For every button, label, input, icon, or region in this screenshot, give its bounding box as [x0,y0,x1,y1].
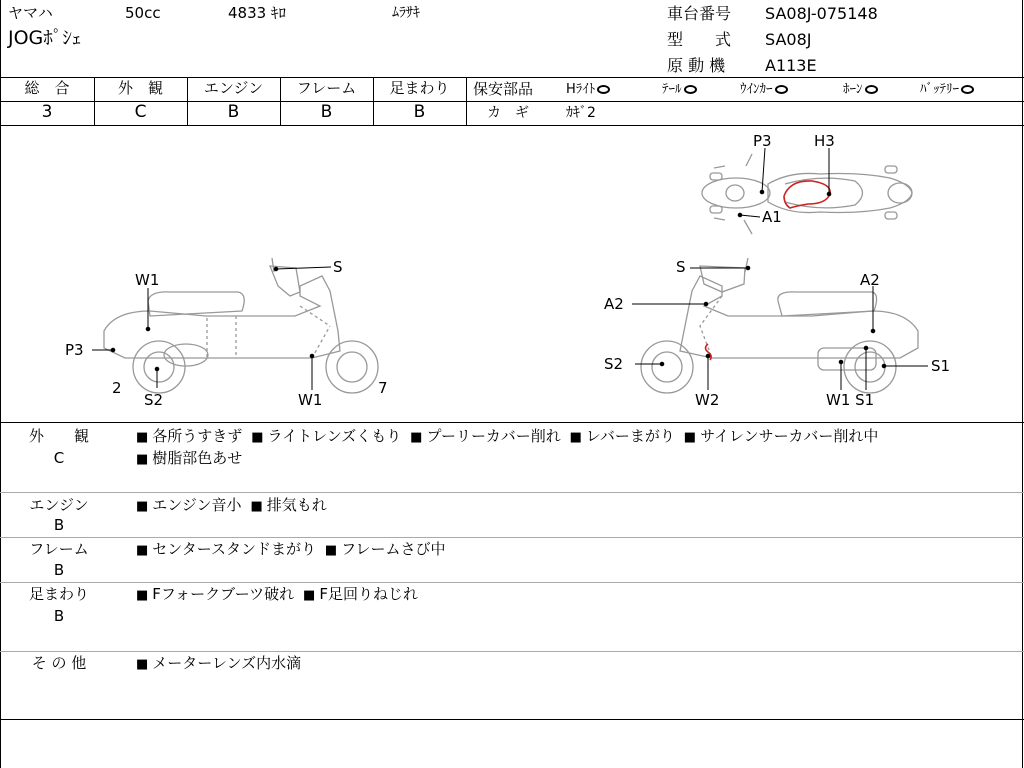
label-w2: W2 [695,391,720,409]
divider [0,719,1024,720]
note-item: 樹脂部色あせ [152,449,243,467]
grade-value-engine: B [227,102,240,122]
note-item: Fフォークブーツ破れ [152,585,295,603]
frame-label: 車台番号 [667,4,732,23]
notes-grade: B [53,561,65,579]
note-item: F足回りねじれ [319,585,418,603]
divider [466,77,467,125]
note-item: センタースタンドまがり [152,540,316,558]
grade-value-overall: 3 [41,102,53,122]
label-p3-top: P3 [753,132,772,150]
notes-grade: C [53,449,65,467]
key-label: カ ギ [487,105,529,121]
divider [466,101,1024,102]
label-h3: H3 [814,132,835,150]
notes-items: ■ センタースタンドまがり ■ フレームさび中 [136,540,446,558]
notes-items: ■ 樹脂部色あせ [136,449,243,467]
ok-mark-icon [865,85,878,94]
note-item: 排気もれ [266,496,327,514]
note-item: エンジン音小 [152,496,242,514]
note-item: レバーまがり [585,427,675,445]
label-a2-rear: A2 [860,271,880,289]
grade-label-appearance: 外 観 [117,79,163,97]
divider [0,77,1024,78]
label-a2-front: A2 [604,295,624,313]
notes-category: 足まわり [28,585,89,603]
label-w1-left-bottom: W1 [298,391,323,409]
label-7: 7 [378,379,388,397]
label-2: 2 [112,379,122,397]
grade-value-appearance: C [134,102,147,122]
grade-label-suspension: 足まわり [389,79,450,97]
grade-value-suspension: B [413,102,426,122]
safety-item: ﾎｰﾝ [843,83,878,96]
notes-category: そ の 他 [31,654,87,672]
ok-mark-icon [961,85,974,94]
safety-item: ﾃｰﾙ [662,83,697,96]
safety-label: 保安部品 [473,80,534,98]
label-s1: S1 [931,357,951,375]
key-value: ｶｷﾞ2 [566,105,596,121]
frame-number: SA08J-075148 [765,4,878,23]
color: ﾑﾗｻｷ [392,5,420,21]
note-item: サイレンサーカバー削れ中 [700,427,879,445]
grade-value-frame: B [320,102,333,122]
ok-mark-icon [684,85,697,94]
notes-items: ■ メーターレンズ内水滴 [136,654,302,672]
safety-item: ﾊﾞｯﾃﾘｰ [920,83,974,96]
grade-label-frame: フレーム [296,79,357,97]
safety-item: Hﾗｲﾄ [566,83,610,96]
safety-item: ｳｲﾝｶｰ [740,83,788,96]
notes-grade: B [53,607,65,625]
divider [0,492,1024,493]
scooter-diagram [0,126,1024,422]
note-item: ライトレンズくもり [267,427,402,445]
mileage: 4833 ｷﾛ [228,4,286,22]
type-label: 型 式 [667,30,732,49]
note-item: プーリーカバー削れ [426,427,561,445]
grade-label-overall: 総 合 [24,79,70,97]
engine-value: A113E [765,56,817,75]
note-item: 各所うすきず [152,427,243,445]
label-w1-s1: W1 S1 [826,391,875,409]
maker: ヤマハ [8,4,53,22]
notes-category: 外 観 [28,427,89,445]
ok-mark-icon [597,85,610,94]
note-item: メーターレンズ内水滴 [152,654,302,672]
divider [0,582,1024,583]
label-a1: A1 [762,208,782,226]
notes-category: エンジン [29,496,89,514]
engine-label: 原 動 機 [667,56,726,75]
displacement: 50cc [125,4,161,22]
model-name: JOGﾎﾟｼｪ [8,27,82,49]
notes-grade: B [53,516,65,534]
label-s-right: S [676,258,686,276]
divider [0,651,1024,652]
type-value: SA08J [765,30,812,49]
scooter-top-view [702,154,912,234]
ok-mark-icon [775,85,788,94]
notes-items: ■ エンジン音小 ■ 排気もれ [136,496,327,514]
notes-items: ■ Fフォークブーツ破れ ■ F足回りねじれ [136,585,418,603]
divider [0,422,1024,423]
grade-label-engine: エンジン [203,79,264,97]
note-item: フレームさび中 [341,540,446,558]
label-s2-left: S2 [144,391,164,409]
label-s-left: S [333,258,343,276]
label-w1-left: W1 [135,271,160,289]
label-p3-left: P3 [65,341,84,359]
notes-category: フレーム [29,540,89,558]
divider [0,537,1024,538]
notes-items: ■ 各所うすきず ■ ライトレンズくもり ■ プーリーカバー削れ ■ レバーまがり ■ サイレンサーカバー削れ中 [136,427,879,445]
label-s2-right: S2 [604,355,624,373]
